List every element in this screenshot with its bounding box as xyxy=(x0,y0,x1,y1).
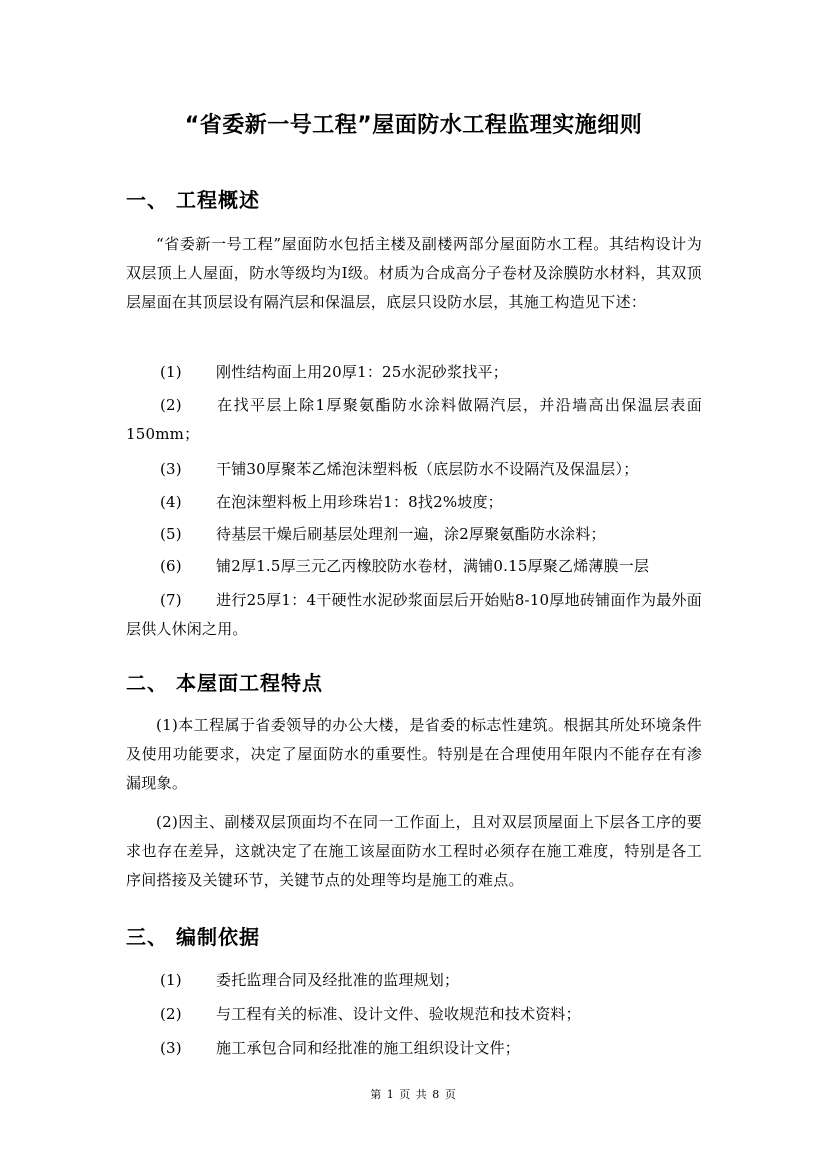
section-heading-2 xyxy=(126,667,323,696)
section-heading-3 xyxy=(126,921,260,950)
section-heading-1 xyxy=(126,184,260,213)
list-item-text: 施工承包合同和经批准的施工组织设计文件； xyxy=(216,1039,521,1057)
paragraph-feature-2: (2)因主、副楼双层顶面均不在同一工作面上，且对双层顶屋面上下层各工序的要求也存在差异，这就决定了在施工该屋面防水工程时必须存在施工难度，特别是各工序间搭接及关键环节，关键节点的处理等均是施工的难点。 xyxy=(126,813,702,889)
list-item xyxy=(126,455,702,484)
section-number: 二、 xyxy=(126,671,168,695)
list-item-text: 与工程有关的标准、设计文件、验收规范和技术资料； xyxy=(216,1005,581,1023)
list-item xyxy=(126,520,702,549)
section-title: 本屋面工程特点 xyxy=(176,671,323,695)
list-item-index: (5) xyxy=(160,525,182,543)
list-item-index: (7) xyxy=(160,591,182,609)
list-item-index: (6) xyxy=(160,557,182,575)
list-item-index: (3) xyxy=(160,1039,182,1057)
list-item-text: 待基层干燥后刷基层处理剂一遍，涂2厚聚氨酯防水涂料； xyxy=(216,525,606,543)
document-title: “省委新一号工程”屋面防水工程监理实施细则 xyxy=(184,113,643,138)
section-number: 一、 xyxy=(126,188,168,212)
list-item-index: (2) xyxy=(160,1005,182,1023)
list-item-index: (4) xyxy=(160,493,182,511)
list-item xyxy=(126,488,702,517)
list-item-text: 铺2厚1.5厚三元乙丙橡胶防水卷材，满铺0.15厚聚乙烯薄膜一层 xyxy=(216,557,650,575)
list-item xyxy=(126,391,702,449)
section-title: 工程概述 xyxy=(176,188,260,212)
list-item xyxy=(126,358,702,387)
list-item-index: (3) xyxy=(160,460,182,478)
list-item-text: 在泡沫塑料板上用珍珠岩1：8找2%坡度； xyxy=(216,493,503,511)
list-item-text: 进行25厚1：4干硬性水泥砂浆面层后开始贴8-10厚地砖铺面作为最外面层供人休闲之用。 xyxy=(126,591,702,638)
page-footer: 第 1 页 共 8 页 xyxy=(370,1088,457,1101)
list-item-text: 干铺30厚聚苯乙烯泡沫塑料板（底层防水不设隔汽及保温层）； xyxy=(216,460,639,478)
list-item-index: (1) xyxy=(160,363,182,381)
list-item-index: (2) xyxy=(160,396,182,414)
list-item xyxy=(126,966,702,995)
list-item xyxy=(126,1000,702,1029)
list-item xyxy=(126,552,702,581)
list-item-index: (1) xyxy=(160,971,182,989)
list-item xyxy=(126,1034,702,1063)
section-number: 三、 xyxy=(126,925,168,949)
list-item-text: 刚性结构面上用20厚1：25水泥砂浆找平； xyxy=(216,363,508,381)
list-item xyxy=(126,586,702,644)
list-item-text: 在找平层上除1厚聚氨酯防水涂料做隔汽层，并沿墙高出保温层表面150mm； xyxy=(126,396,702,443)
list-item-text: 委托监理合同及经批准的监理规划； xyxy=(216,971,460,989)
paragraph-feature-1: (1)本工程属于省委领导的办公大楼，是省委的标志性建筑。根据其所处环境条件及使用功能要求，决定了屋面防水的重要性。特别是在合理使用年限内不能存在有渗漏现象。 xyxy=(126,716,702,792)
section-title: 编制依据 xyxy=(176,925,260,949)
paragraph-overview: “省委新一号工程”屋面防水包括主楼及副楼两部分屋面防水工程。其结构设计为双层顶上人屋面，防水等级均为Ⅰ级。材质为合成高分子卷材及涂膜防水材料，其双顶层屋面在其顶层设有隔汽层和保温层，底层只设防水层，其施工构造见下述： xyxy=(126,235,702,311)
